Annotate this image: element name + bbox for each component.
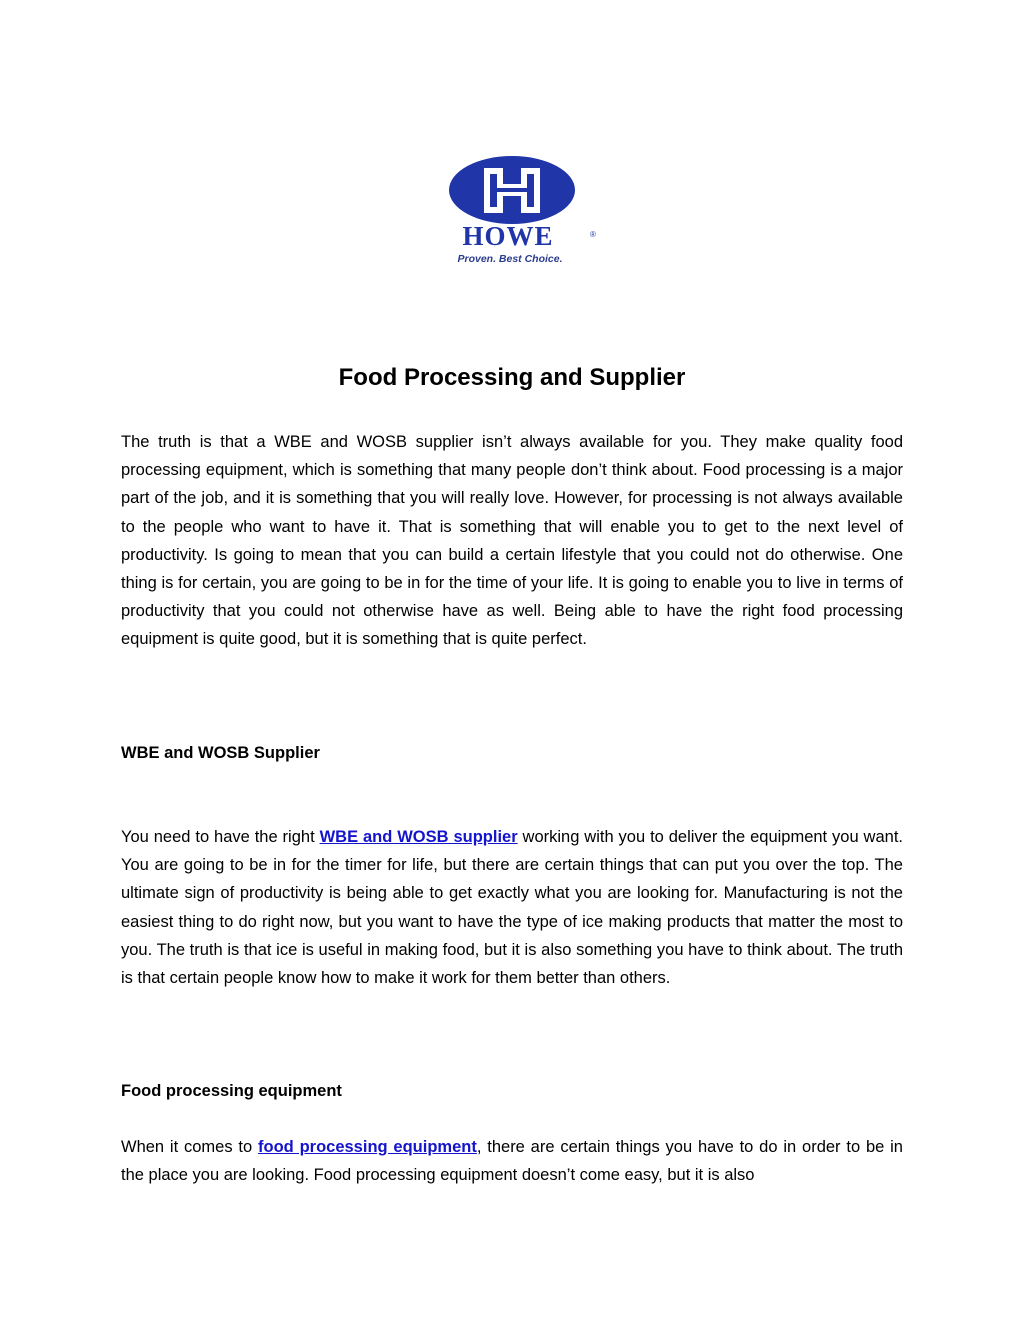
section-heading-wbe-wosb: WBE and WOSB Supplier (121, 744, 320, 762)
food-processing-equipment-link[interactable]: food processing equipment (258, 1138, 477, 1156)
logo-tagline: Proven. Best Choice. (457, 253, 563, 265)
logo-brand-text: HOWE (462, 221, 554, 251)
paragraph-text: , there are certain things you have to do in order to be in the place you are looking. Food processing equipment doesn’t come easy, but it is also (121, 1138, 903, 1185)
paragraph-text: You need to have the right (121, 828, 320, 846)
wbe-wosb-supplier-link[interactable]: WBE and WOSB supplier (319, 828, 518, 846)
howe-logo (424, 152, 600, 268)
page-title: Food Processing and Supplier (338, 364, 686, 391)
section-heading-food-processing: Food processing equipment (121, 1082, 342, 1100)
food-processing-paragraph (121, 1133, 903, 1189)
logo-registered-mark: ® (590, 230, 596, 239)
paragraph-text: When it comes to (121, 1138, 259, 1156)
logo-h-right-inner (527, 174, 534, 207)
logo-h-left-inner (490, 174, 497, 207)
wbe-wosb-paragraph (121, 823, 903, 992)
paragraph-text: working with you to deliver the equipment you want. You are going to be in for the timer for life, but there are certain things that can put you over the top. The ultimate sign of productivity is being able to get exactly what you are looking for. Manufacturing is not the easiest thing to do right now, but you want to have the type of ice making products that matter the most to you. The truth is that ice is useful in making food, but it is also something you have to think about. The truth is that certain people know how to make it work for them better than others. (121, 828, 903, 988)
howe-logo-graphic (424, 152, 600, 268)
logo-h-inner-bar (497, 188, 527, 192)
intro-paragraph: The truth is that a WBE and WOSB supplier isn’t always available for you. They make quality food processing equipment, which is something that many people don’t think about. Food processing is a major part of the job, and it is something that you will really love. However, for processing is not always available to the people who want to have it. That is something that will enable you to get to the next level of productivity. Is going to mean that you can build a certain lifestyle that you could not do otherwise. One thing is for certain, you are going to be in for the time of your life. It is going to enable you to live in terms of productivity that you could not otherwise have as well. Being able to have the right food processing equipment is quite good, but it is something that is quite perfect. (121, 433, 903, 649)
